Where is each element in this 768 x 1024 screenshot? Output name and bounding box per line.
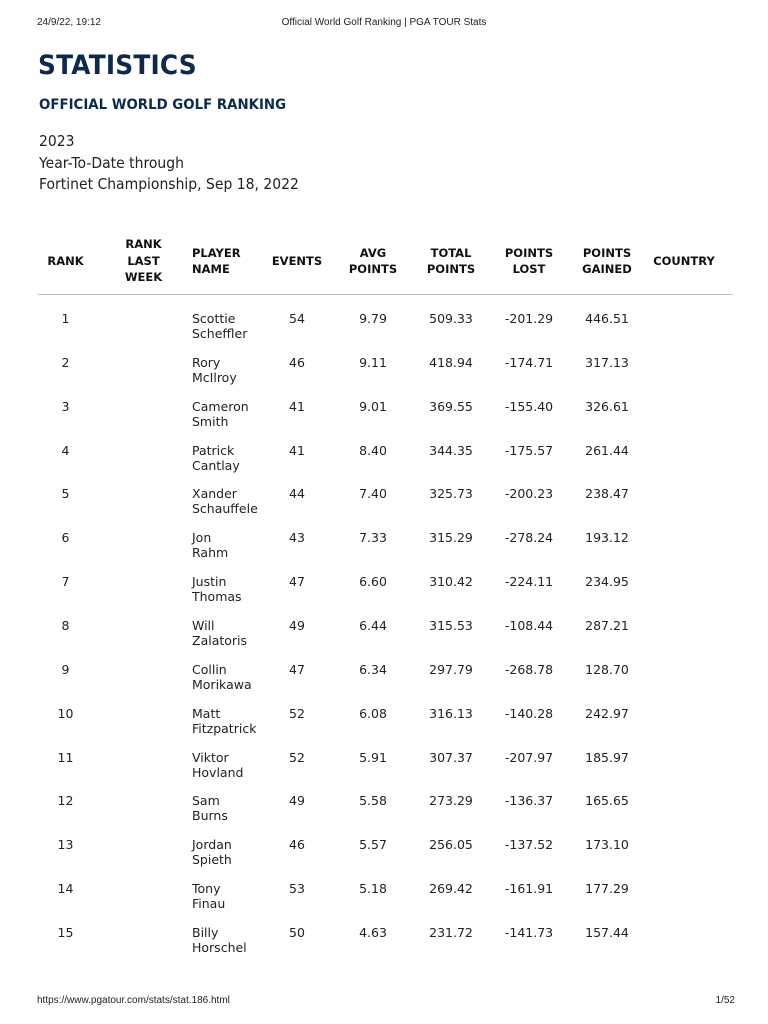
points-gained-cell: 193.12 [585, 530, 629, 546]
points-gained-cell: 238.47 [585, 486, 629, 502]
total-points-cell: 231.72 [429, 924, 473, 940]
table-row [38, 486, 733, 530]
column-header-total-points[interactable]: TOTAL POINTS [426, 245, 476, 276]
table-row [38, 706, 733, 750]
player-name-cell[interactable] [192, 530, 264, 560]
total-points-cell: 316.13 [429, 705, 473, 721]
total-points-cell: 307.37 [429, 749, 473, 765]
player-first-name: Patrick [192, 442, 235, 458]
table-row [38, 793, 733, 837]
player-last-name: Spieth [192, 852, 232, 868]
avg-points-cell: 8.40 [359, 442, 387, 458]
events-cell: 46 [289, 354, 305, 370]
avg-points-cell: 9.01 [359, 398, 387, 414]
player-first-name: Xander [192, 486, 237, 502]
table-row [38, 530, 733, 574]
player-last-name: Schauffele [192, 501, 258, 517]
avg-points-cell: 5.58 [359, 793, 387, 809]
points-lost-cell: -224.11 [504, 574, 554, 590]
player-name-cell[interactable] [192, 443, 264, 473]
avg-points-cell: 5.91 [359, 749, 387, 765]
avg-points-cell: 9.79 [359, 311, 387, 326]
points-gained-cell: 128.70 [585, 661, 629, 677]
player-last-name: Finau [192, 896, 226, 912]
rank-cell: 1 [61, 311, 70, 326]
total-points-cell: 325.73 [429, 486, 473, 502]
points-lost-cell: -200.23 [504, 486, 554, 502]
table-row [38, 881, 733, 925]
avg-points-cell: 5.57 [359, 837, 387, 853]
player-name-cell[interactable] [192, 355, 264, 385]
print-datetime: 24/9/22, 19:12 [37, 17, 101, 28]
player-first-name: Matt [192, 705, 221, 721]
table-row [38, 837, 733, 881]
player-first-name: Scottie [192, 311, 236, 326]
player-name-cell[interactable] [192, 706, 264, 736]
points-lost-cell: -175.57 [504, 442, 554, 458]
table-row [38, 925, 733, 969]
print-url: https://www.pgatour.com/stats/stat.186.html [37, 995, 230, 1006]
total-points-cell: 315.53 [429, 617, 473, 633]
column-header-points-lost[interactable]: POINTS LOST [504, 245, 554, 276]
rank-cell: 6 [61, 530, 70, 546]
events-cell: 54 [289, 311, 305, 326]
points-lost-cell: -268.78 [504, 661, 554, 677]
points-gained-cell: 261.44 [585, 442, 629, 458]
table-row [38, 311, 733, 355]
player-first-name: Cameron [192, 398, 249, 414]
total-points-cell: 310.42 [429, 574, 473, 590]
table-row [38, 750, 733, 794]
events-cell: 53 [289, 881, 305, 897]
avg-points-cell: 4.63 [359, 924, 387, 940]
player-name-cell[interactable] [192, 311, 264, 341]
column-header-player-name[interactable]: PLAYER NAME [192, 245, 241, 276]
total-points-cell: 256.05 [429, 837, 473, 853]
player-last-name: Zalatoris [192, 632, 248, 648]
player-name-cell[interactable] [192, 837, 264, 867]
table-row [38, 662, 733, 706]
player-first-name: Billy [192, 924, 219, 940]
player-name-cell[interactable] [192, 618, 264, 648]
total-points-cell: 273.29 [429, 793, 473, 809]
total-points-cell: 418.94 [429, 354, 473, 370]
rank-cell: 15 [57, 924, 74, 940]
player-first-name: Rory [192, 354, 221, 370]
avg-points-cell: 6.08 [359, 705, 387, 721]
avg-points-cell: 5.18 [359, 881, 387, 897]
print-page-number: 1/52 [715, 995, 735, 1006]
events-cell: 49 [289, 793, 305, 809]
table-row [38, 355, 733, 399]
column-header-points-gained[interactable]: POINTS GAINED [582, 245, 632, 276]
player-name-cell[interactable] [192, 793, 264, 823]
player-name-cell[interactable] [192, 925, 264, 955]
player-last-name: Scheffler [192, 326, 248, 341]
rank-cell: 11 [57, 749, 74, 765]
player-name-cell[interactable] [192, 881, 264, 911]
table-row [38, 618, 733, 662]
table-row [38, 399, 733, 443]
points-lost-cell: -201.29 [504, 311, 554, 326]
points-lost-cell: -137.52 [504, 837, 554, 853]
player-name-cell[interactable] [192, 399, 264, 429]
player-first-name: Collin [192, 661, 227, 677]
points-gained-cell: 234.95 [585, 574, 629, 590]
points-lost-cell: -136.37 [504, 793, 554, 809]
events-cell: 44 [289, 486, 305, 502]
rank-cell: 7 [61, 574, 70, 590]
player-first-name: Justin [192, 574, 227, 590]
events-cell: 52 [289, 705, 305, 721]
points-gained-cell: 446.51 [585, 311, 629, 326]
rank-cell: 9 [61, 661, 70, 677]
events-cell: 49 [289, 617, 305, 633]
events-cell: 47 [289, 661, 305, 677]
rank-cell: 4 [61, 442, 70, 458]
table-row [38, 574, 733, 618]
player-last-name: Hovland [192, 764, 244, 780]
player-last-name: Fitzpatrick [192, 720, 257, 736]
events-cell: 41 [289, 442, 305, 458]
player-last-name: Cantlay [192, 457, 240, 473]
player-first-name: Jon [192, 530, 212, 546]
events-cell: 41 [289, 398, 305, 414]
avg-points-cell: 6.44 [359, 617, 387, 633]
points-gained-cell: 317.13 [585, 354, 629, 370]
total-points-cell: 509.33 [429, 311, 473, 326]
avg-points-cell: 6.60 [359, 574, 387, 590]
total-points-cell: 344.35 [429, 442, 473, 458]
points-lost-cell: -278.24 [504, 530, 554, 546]
total-points-cell: 369.55 [429, 398, 473, 414]
rank-cell: 14 [57, 881, 74, 897]
table-row [38, 443, 733, 487]
points-lost-cell: -207.97 [504, 749, 554, 765]
print-page-title: Official World Golf Ranking | PGA TOUR Stats [281, 17, 487, 28]
points-gained-cell: 287.21 [585, 617, 629, 633]
season-label: 2023 [39, 132, 75, 150]
points-gained-cell: 173.10 [585, 837, 629, 853]
points-lost-cell: -174.71 [504, 354, 554, 370]
table-header [38, 233, 733, 295]
player-name-cell[interactable] [192, 750, 264, 780]
points-lost-cell: -140.28 [504, 705, 554, 721]
total-points-cell: 297.79 [429, 661, 473, 677]
rank-cell: 8 [61, 617, 70, 633]
player-last-name: Burns [192, 808, 228, 824]
player-name-cell[interactable] [192, 486, 264, 516]
rank-cell: 13 [57, 837, 74, 853]
column-header-avg-points[interactable]: AVG POINTS [348, 245, 398, 276]
points-lost-cell: -155.40 [504, 398, 554, 414]
rank-cell: 3 [61, 398, 70, 414]
avg-points-cell: 9.11 [359, 354, 387, 370]
player-last-name: Rahm [192, 545, 229, 561]
print-header [0, 17, 768, 31]
points-gained-cell: 177.29 [585, 881, 629, 897]
player-last-name: Thomas [192, 589, 242, 605]
events-cell: 43 [289, 530, 305, 546]
points-gained-cell: 185.97 [585, 749, 629, 765]
rank-cell: 5 [61, 486, 70, 502]
total-points-cell: 269.42 [429, 881, 473, 897]
column-header-rank[interactable]: RANK [47, 253, 84, 268]
column-header-events[interactable]: EVENTS [271, 253, 323, 268]
player-last-name: Morikawa [192, 676, 252, 692]
total-points-cell: 315.29 [429, 530, 473, 546]
rank-cell: 12 [57, 793, 74, 809]
player-first-name: Tony [192, 881, 221, 897]
points-gained-cell: 242.97 [585, 705, 629, 721]
column-header-country[interactable]: COUNTRY [653, 253, 715, 268]
player-last-name: Smith [192, 413, 229, 429]
avg-points-cell: 7.40 [359, 486, 387, 502]
points-gained-cell: 157.44 [585, 924, 629, 940]
stat-title: OFFICIAL WORLD GOLF RANKING [39, 97, 287, 113]
player-first-name: Viktor [192, 749, 229, 765]
events-cell: 50 [289, 924, 305, 940]
points-lost-cell: -141.73 [504, 924, 554, 940]
stat-period-info [39, 131, 299, 196]
player-first-name: Sam [192, 793, 220, 809]
event-label: Fortinet Championship, Sep 18, 2022 [39, 175, 299, 193]
events-cell: 52 [289, 749, 305, 765]
points-lost-cell: -108.44 [504, 617, 554, 633]
rank-cell: 10 [57, 705, 74, 721]
points-gained-cell: 326.61 [585, 398, 629, 414]
points-lost-cell: -161.91 [504, 881, 554, 897]
player-last-name: McIlroy [192, 369, 237, 385]
player-first-name: Will [192, 617, 215, 633]
avg-points-cell: 6.34 [359, 661, 387, 677]
events-cell: 47 [289, 574, 305, 590]
player-name-cell[interactable] [192, 574, 264, 604]
player-last-name: Horschel [192, 939, 247, 955]
player-first-name: Jordan [192, 837, 232, 853]
period-label: Year-To-Date through [39, 153, 184, 172]
rank-cell: 2 [61, 354, 70, 370]
player-name-cell[interactable] [192, 662, 264, 692]
page-heading: STATISTICS [38, 50, 197, 81]
avg-points-cell: 7.33 [359, 530, 387, 546]
points-gained-cell: 165.65 [585, 793, 629, 809]
column-header-rank-last-week[interactable]: RANK LAST WEEK [124, 237, 163, 285]
events-cell: 46 [289, 837, 305, 853]
